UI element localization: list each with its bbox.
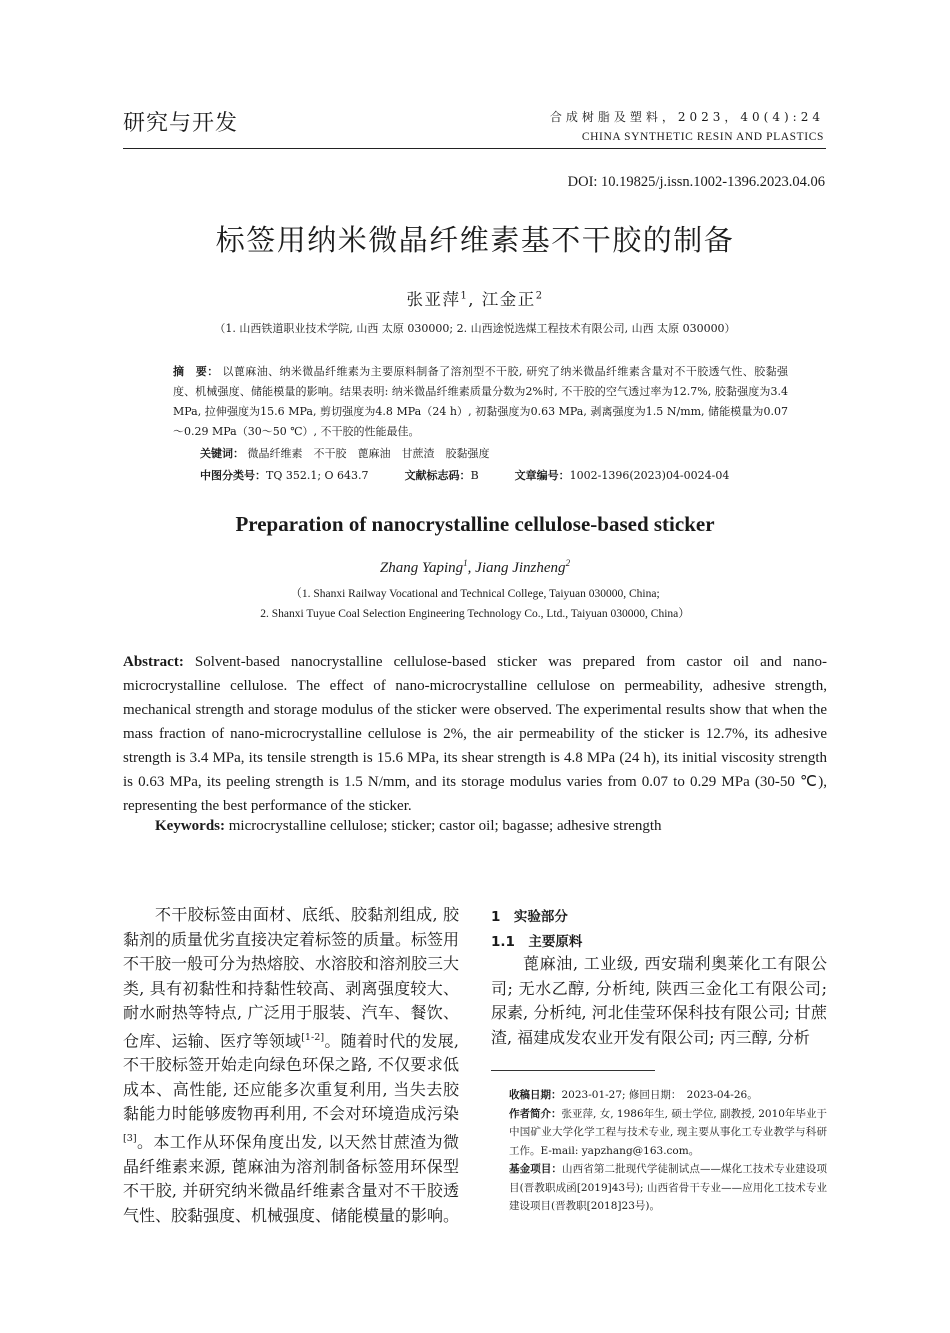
abstract-cn-text: 以蓖麻油、纳米微晶纤维素为主要原料制备了溶剂型不干胶, 研究了纳米微晶纤维素含量对不干胶透气性、胶黏强度、机械强度、储能模量的影响。结果表明: 纳米微晶纤维素质量分数为2%时, 不干胶的空气透过率为12.7%, 胶黏强度为3.4 MPa, 拉伸强度为15.6 MPa, 剪切强度为4.8 MPa（24 h）, 初黏强度为0.63 MPa, 剥离强度为1.5 N/mm, 储能模量为0.07～0.29 MPa（30～50 ℃）, 不干胶的性能最佳。 — [173, 365, 788, 438]
journal-info — [550, 107, 824, 147]
footnote-divider — [491, 1070, 655, 1071]
affiliation-cn: （1. 山西铁道职业技术学院, 山西 太原 030000; 2. 山西途悦选煤工程技术有限公司, 山西 太原 030000） — [214, 322, 736, 335]
citation: [3] — [123, 1132, 137, 1144]
title-en: Preparation of nanocrystalline cellulose-based sticker — [235, 512, 715, 536]
keywords-en: Keywords: microcrystalline cellulose; sticker; castor oil; bagasse; adhesive strength — [155, 818, 662, 834]
citation: [1-2] — [301, 1031, 325, 1043]
journal-en: CHINA SYNTHETIC RESIN AND PLASTICS — [581, 131, 824, 143]
author-en-1: Zhang Yaping — [379, 560, 464, 576]
materials-paragraph: 蓖麻油, 工业级, 西安瑞利奥莱化工有限公司; 无水乙醇, 分析纯, 陕西三金化工有限公司; 尿素, 分析纯, 河北佳莹环保科技有限公司; 甘蔗渣, 福建成发农业开发有限公司; 丙三醇, 分析 — [491, 954, 827, 1047]
doi: DOI: 10.19825/j.issn.1002-1396.2023.04.06 — [567, 174, 825, 190]
keywords-cn: 关键词： 微晶纤维素 不干胶 蓖麻油 甘蔗渣 胶黏强度 — [200, 447, 490, 460]
author-en-2: Jiang Jinzheng — [475, 560, 566, 576]
subsection-heading: 1.1 主要原料 — [491, 934, 583, 950]
header-divider — [123, 148, 826, 149]
abstract-en-text: Solvent-based nanocrystalline cellulose-based sticker was prepared from castor oil and nano-microcrystalline cellulose. The effect of nano-microcrystalline cellulose on permeability, adhesive strength, mechanical strength and storage modulus of the sticker were observed. The experimental results show that when the mass fraction of nano-microcrystalline cellulose is 2%, the air permeability of the sticker is 12.7%, its adhesive strength is 3.4 MPa, its tensile strength is 15.6 MPa, its shear strength is 4.8 MPa (24 h), its initial viscosity strength is 0.63 MPa, its peeling strength is 1.5 N/mm, and its storage modulus varies from 0.07 to 0.29 MPa (30-50 ℃), representing the best performance of the sticker. — [123, 654, 827, 814]
introduction: 不干胶标签由面材、底纸、胶黏剂组成, 胶黏剂的质量优劣直接决定着标签的质量。标签用不干胶一般可分为热熔胶、水溶胶和溶剂胶三大类, 具有初黏性和持黏性较高、剥离强度较大、耐水耐热等特点, 广泛用于服装、汽车、餐饮、仓库、运输、医疗等领域[1-2]。随着时代的发展, 不干胶标签开始走向绿色环保之路, 不仅要求低成本、高性能, 还应能多次重复利用, 当失去胶黏能力时能够废物再利用, 不会对环境造成污染[3]。本工作从环保角度出发, 以天然甘蔗渣为微晶纤维素来源, 蓖麻油为溶剂制备标签用环保型不干胶, 并研究纳米微晶纤维素含量对不干胶透气性、胶黏强度、机械强度、储能模量的影响。 — [123, 905, 460, 1225]
abstract-cn-label: 摘 要： — [173, 365, 219, 378]
classification: 中图分类号：TQ 352.1; O 643.7 文献标志码：B 文章编号：1002-1396(2023)04-0024-04 — [200, 469, 730, 482]
footnote: 收稿日期：2023-01-27; 修回日期： 2023-04-26。 作者简介：张亚萍, 女, 1986年生, 硕士学位, 副教授, 2010年毕业于中国矿业大学化学工程与技术专业, 现主要从事化工专业教学与科研工作。E-mail: yapzhang@163.com。 基金项目：山西省第二批现代学徒制试点——煤化工技术专业建设项目(晋教职成函[2019]43号); 山西省骨干专业——应用化工技术专业建设项目(晋教职[2018]23号)。 — [509, 1089, 828, 1212]
title-cn: 标签用纳米微晶纤维素基不干胶的制备 — [215, 223, 735, 257]
section-label: 研究与开发 — [123, 111, 239, 136]
author-cn-1: 张亚萍 — [406, 290, 461, 309]
author-cn-2: 江金正 — [481, 290, 536, 309]
affiliation-en: （1. Shanxi Railway Vocational and Technical College, Taiyuan 030000, China; 2. Shanxi Tuyue Coal Selection Engineering Technology Co., Ltd., Taiyuan 030000, China） — [260, 588, 690, 620]
abstract-cn — [173, 362, 788, 442]
authors-cn: 张亚萍$^1$, 江金正$^2$ — [406, 290, 544, 309]
abstract-en — [123, 650, 827, 818]
journal-cn: 合成树脂及塑料，2023，40(4):24 — [549, 110, 824, 124]
section-heading: 1 实验部分 — [491, 909, 568, 925]
abstract-en-label: Abstract: — [123, 654, 184, 670]
authors-en: Zhang Yaping$^1$, Jiang Jinzheng$^2$ — [379, 558, 571, 576]
